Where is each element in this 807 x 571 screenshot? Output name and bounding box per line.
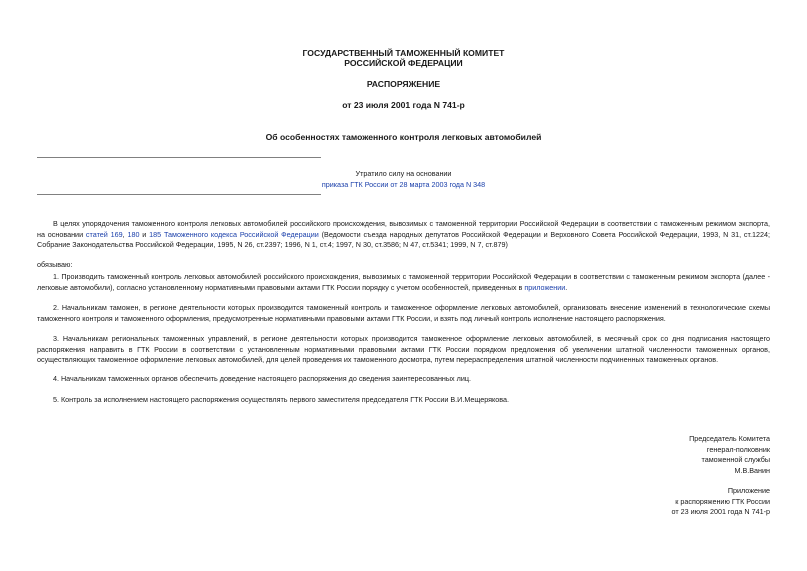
preamble-sep2: и [139,229,150,239]
divider-bottom [37,194,321,195]
appendix-block [530,486,770,518]
item-3-paragraph: 3. Начальникам региональных таможенных управлений, в регионе деятельности которых производится таможенное оформление легковых автомобилей, в месячный срок со дня подписания настоящего распоряжения направить в ГТК России в соответствии с установленным нормативными правовыми актами ГТК России порядком предложения об увеличении штатной численности таможенных органов, осуществляющих таможенное оформление легковых автомобилей, для целей проведения их таможенного досмотра, путем перераспределения штатной численности подчиненных таможенных органов. [37,334,770,365]
preamble-text1: В целях упорядочения таможенного контроля легковых автомобилей российского происхождения, вывозимых с таможенной территории Российской Федерации в соответствии с таможенным режимом экспорта, на основании [37,219,770,239]
repeal-order-link[interactable]: приказа ГТК России от 28 марта 2003 года N 348 [321,180,486,189]
item-4-paragraph: 4. Начальникам таможенных органов обеспечить доведение настоящего распоряжения до сведения заинтересованных лиц. [53,374,471,383]
preamble-sep1: , [122,229,128,239]
item-1-paragraph [37,272,770,293]
item-2-paragraph: 2. Начальникам таможен, в регионе деятельности которых производится таможенный контроль и таможенное оформление легковых автомобилей, организовать внесение изменений в технологические схемы таможенного контроля и таможенного оформления, предусмотренные нормативными правовыми актами ГТК России, и взять под личный контроль исполнение настоящего распоряжения. [37,303,770,323]
doc-title: Об особенностях таможенного контроля легковых автомобилей [265,132,542,142]
preamble-text2: (Ведомости съезда народных депутатов Российской Федерации и Верховного Совета Российской Федерации, 1993, N 31, ст.1224; Собрание Законодательства Российской Федерации, 1995, N 26, ст.2397; 1996, N 1, ст.4; 1997, N 30, ст.3586; N 47, ст.5341; 1999, N 7, ст.879) [37,229,770,250]
doc-type: РАСПОРЯЖЕНИЕ [366,79,441,89]
status-note-link-line [0,180,807,190]
signature-line3: таможенной службы [701,455,770,465]
doc-date-number: от 23 июля 2001 года N 741-р [342,100,465,110]
signature-line1: Председатель Комитета [689,434,770,443]
appendix-line2: к распоряжению ГТК России [675,496,770,506]
item-1-end: . [565,282,568,292]
link-article-169[interactable]: статей 169 [85,229,123,239]
appendix-link[interactable]: приложении [524,282,566,292]
divider-top [37,157,321,158]
item-1-text: 1. Производить таможенный контроль легковых автомобилей российского происхождения, вывозимых с таможенной территории Российской Федерации в соответствии с таможенным режимом экспорта (далее - легковые автомобили), согласно установленному нормативными правовыми актами ГТК России порядку с учетом особенностей, приведенных в [37,272,770,292]
status-note-line1: Утратило силу на основании [355,169,452,178]
link-customs-code[interactable]: 185 Таможенного кодекса Российской Федерации [149,229,319,239]
item-5-paragraph: 5. Контроль за исполнением настоящего распоряжения осуществлять первого заместителя председателя ГТК России В.И.Мещерякова. [53,395,509,404]
signature-name: М.В.Ванин [734,465,770,475]
appendix-line1: Приложение [727,486,770,495]
link-article-180[interactable]: 180 [127,229,140,239]
signature-block [530,434,770,476]
org-name-line2: РОССИЙСКОЙ ФЕДЕРАЦИИ [344,58,463,68]
signature-line2: генерал-полковник [706,444,770,454]
oblyazuyu-text: обязываю: [37,260,73,269]
appendix-line3: от 23 июля 2001 года N 741-р [671,507,770,517]
preamble-paragraph [37,219,770,251]
org-name-line1: ГОСУДАРСТВЕННЫЙ ТАМОЖЕННЫЙ КОМИТЕТ [302,48,505,58]
